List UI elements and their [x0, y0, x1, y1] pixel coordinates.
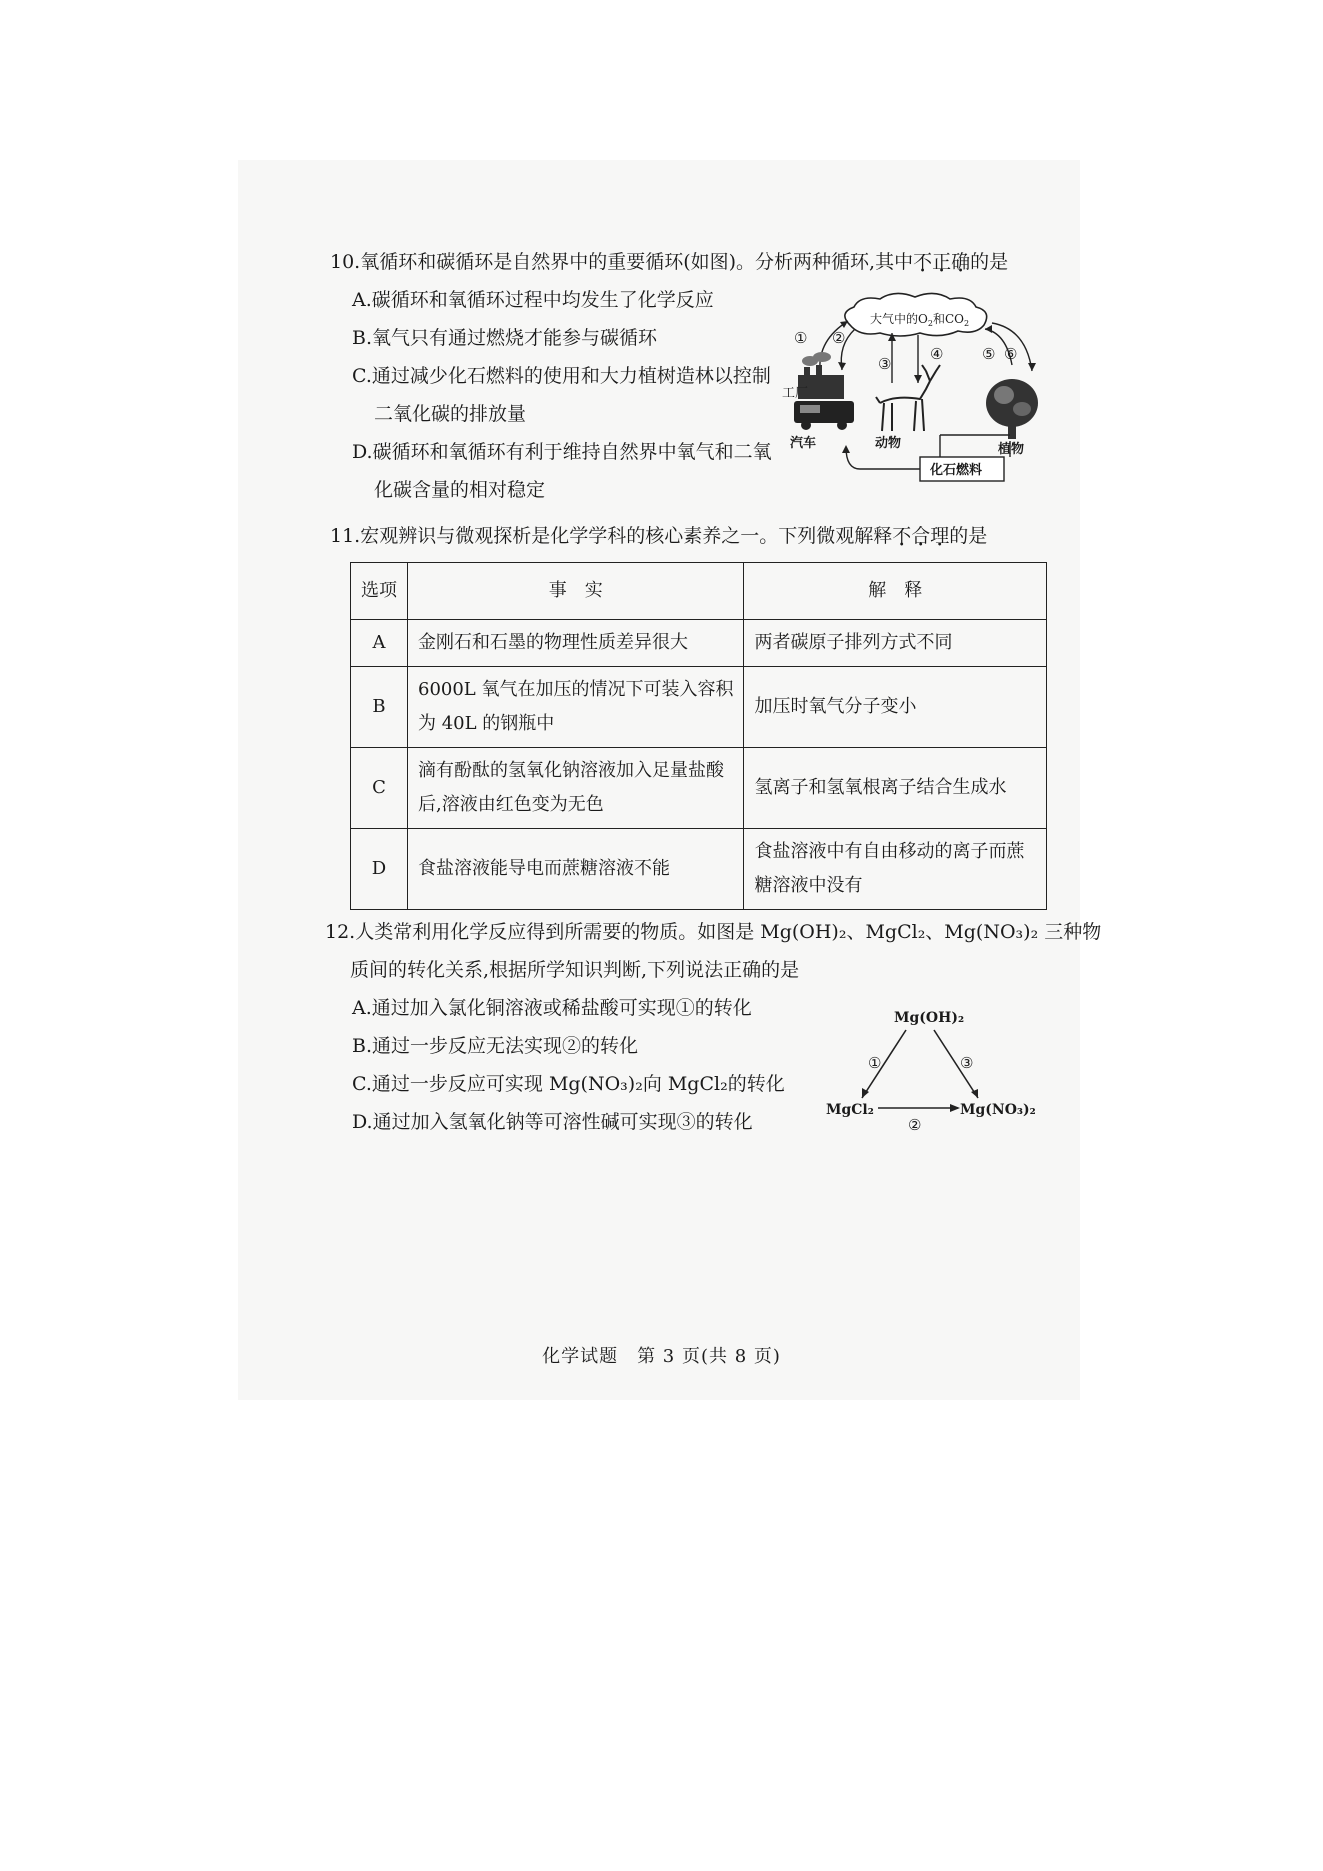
q10-option-a: A.碳循环和氧循环过程中均发生了化学反应: [352, 289, 714, 311]
animal-label: 动物: [875, 436, 902, 451]
q10-stem-text: 10.氧循环和碳循环是自然界中的重要循环(如图)。分析两种循环,其中: [330, 251, 914, 273]
q10-option-c-cont: 二氧化碳的排放量: [374, 403, 527, 425]
row-explanation: [744, 667, 1047, 748]
row-option: B: [351, 667, 408, 748]
fact-line: 6000L 氧气在加压的情况下可装入容积: [418, 679, 734, 700]
expl-line: 加压时氧气分子变小: [754, 696, 917, 717]
label-4: ④: [930, 345, 944, 363]
table-row: [351, 748, 1047, 829]
cloud-label: 大气中的$O_2$和$CO_2$: [870, 312, 970, 328]
emphasis-char: 合: [911, 525, 931, 547]
label-2: ②: [908, 1116, 922, 1134]
fact-line: 滴有酚酞的氢氧化钠溶液加入足量盐酸: [418, 760, 724, 781]
table-row: [351, 667, 1047, 748]
fossil-fuel-label: 化石燃料: [930, 463, 983, 478]
label-3: ③: [960, 1054, 974, 1072]
label-3: ③: [878, 355, 892, 373]
expl-line: 两者碳原子排列方式不同: [754, 632, 953, 653]
carbon-oxygen-cycle-diagram: [780, 285, 1060, 485]
q12-option-a: A.通过加入氯化铜溶液或稀盐酸可实现①的转化: [352, 997, 752, 1019]
expl-line: 糖溶液中没有: [754, 875, 863, 896]
label-6: ⑥: [1004, 345, 1018, 363]
row-option: C: [351, 748, 408, 829]
row-option: A: [351, 620, 408, 667]
node-mg-oh2: Mg(OH)₂: [894, 1010, 965, 1026]
q12-option-b: B.通过一步反应无法实现②的转化: [352, 1035, 639, 1057]
q12-stem-line2: 质间的转化关系,根据所学知识判断,下列说法正确的是: [350, 959, 800, 981]
row-option: D: [351, 829, 408, 910]
q12-stem-line1: 12.人类常利用化学反应得到所需要的物质。如图是 Mg(OH)₂、MgCl₂、Mg(NO₃)₂ 三种物: [325, 921, 1102, 943]
row-fact: [408, 620, 744, 667]
q10-stem: [330, 250, 1008, 274]
plant-icon: [986, 379, 1038, 439]
q10-option-d-cont: 化碳含量的相对稳定: [374, 479, 546, 501]
car-label: 汽车: [790, 436, 817, 451]
q12-option-d: D.通过加入氢氧化钠等可溶性碱可实现③的转化: [352, 1111, 753, 1133]
magnesium-conversion-diagram: [822, 1000, 1052, 1140]
emphasis-char: 确: [951, 251, 971, 273]
row-explanation: [744, 748, 1047, 829]
q11-stem-end: 的是: [949, 525, 988, 547]
q10-stem-end: 的是: [970, 251, 1009, 273]
fact-line: 为 40L 的钢瓶中: [418, 713, 555, 734]
emphasis-char: 不: [892, 525, 912, 547]
q11-stem: [330, 524, 987, 548]
table-row: [351, 829, 1047, 910]
row-fact: [408, 748, 744, 829]
fact-line: 后,溶液由红色变为无色: [418, 794, 604, 815]
emphasis-char: 不: [913, 251, 933, 273]
q11-stem-text: 11.宏观辨识与微观探析是化学学科的核心素养之一。下列微观解释: [330, 525, 893, 547]
table-row: [351, 620, 1047, 667]
label-1: ①: [794, 329, 808, 347]
page-footer: 化学试题 第 3 页(共 8 页): [542, 1346, 781, 1367]
row-fact: [408, 829, 744, 910]
emphasis-char: 理: [930, 525, 950, 547]
expl-line: 氢离子和氢氧根离子结合生成水: [754, 777, 1007, 798]
plant-label: 植物: [998, 442, 1025, 457]
fact-line: 金刚石和石墨的物理性质差异很大: [418, 632, 688, 653]
q10-option-c: C.通过减少化石燃料的使用和大力植树造林以控制: [352, 365, 771, 387]
fact-line: 食盐溶液能导电而蔗糖溶液不能: [418, 858, 670, 879]
row-explanation: [744, 829, 1047, 910]
label-5: ⑤: [982, 345, 996, 363]
q11-table: [350, 562, 1047, 910]
deer-icon: [876, 365, 940, 431]
emphasis-char: 正: [932, 251, 952, 273]
table-header-row: [351, 563, 1047, 620]
header-fact: 事 实: [408, 563, 744, 620]
node-mgcl2: MgCl₂: [826, 1102, 874, 1118]
header-explanation: 解 释: [744, 563, 1047, 620]
label-1: ①: [868, 1054, 882, 1072]
label-2: ②: [832, 329, 846, 347]
header-option: 选项: [351, 563, 408, 620]
q10-option-d: D.碳循环和氧循环有利于维持自然界中氧气和二氧: [352, 441, 772, 463]
q12-option-c: C.通过一步反应可实现 Mg(NO₃)₂向 MgCl₂的转化: [352, 1073, 785, 1095]
row-fact: [408, 667, 744, 748]
expl-line: 食盐溶液中有自由移动的离子而蔗: [754, 841, 1025, 862]
q10-option-b: B.氧气只有通过燃烧才能参与碳循环: [352, 327, 658, 349]
node-mg-no3-2: Mg(NO₃)₂: [960, 1102, 1036, 1118]
factory-label: 工厂: [782, 386, 809, 401]
row-explanation: [744, 620, 1047, 667]
